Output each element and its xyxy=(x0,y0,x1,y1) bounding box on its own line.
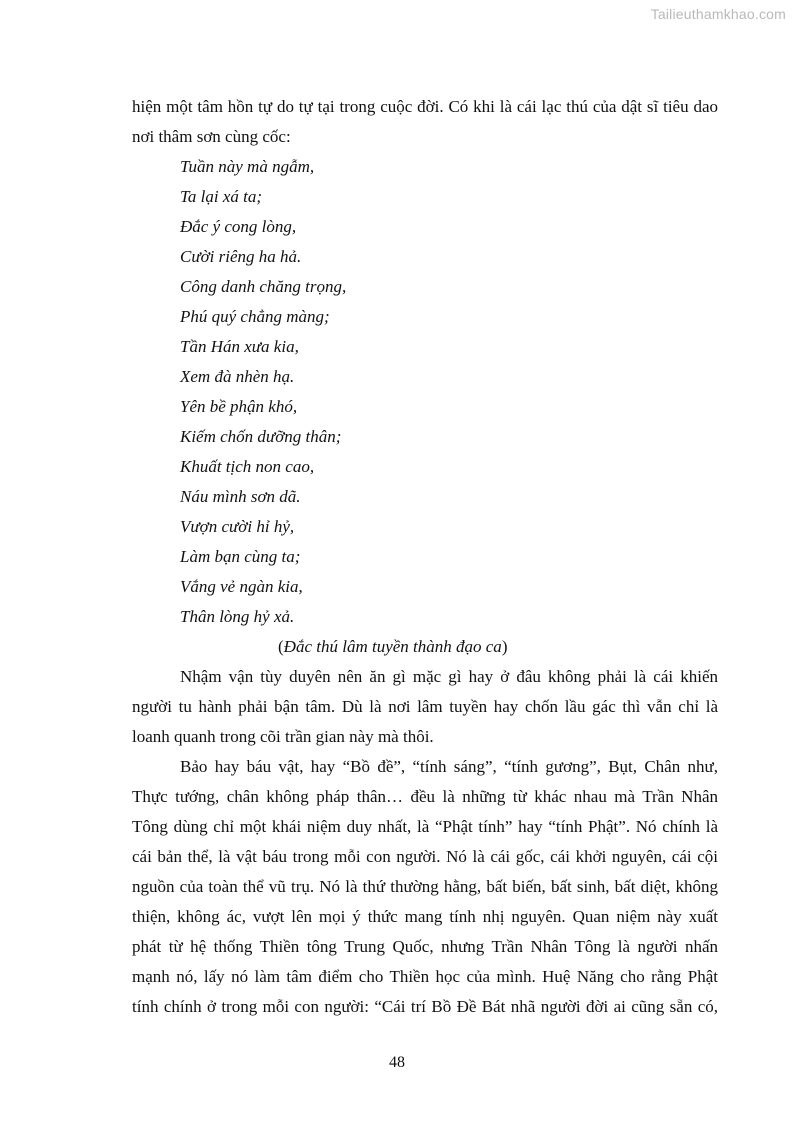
poem-source xyxy=(132,632,718,662)
paragraph-line: Nhậm vận tùy duyên nên ăn gì mặc gì hay ở đâu không phải là cái khiến xyxy=(180,667,718,686)
poem-line: Náu mình sơn dã. xyxy=(180,487,301,506)
poem-line: Thân lòng hỷ xả. xyxy=(180,607,295,626)
paragraph-line: Bảo hay báu vật, hay “Bồ đề”, “tính sáng”, “tính gương”, Bụt, Chân như, xyxy=(180,757,718,776)
paragraph-line: Thực tướng, chân không pháp thân… đều là những từ khác nhau mà Trần Nhân xyxy=(132,787,718,806)
page-number: 48 xyxy=(389,1054,405,1071)
paragraph-line: phát từ hệ thống Thiền tông Trung Quốc, nhưng Trần Nhân Tông là người nhấn xyxy=(132,937,718,956)
poem-line: Vượn cười hỉ hỷ, xyxy=(180,517,295,536)
poem-block xyxy=(132,152,718,632)
paragraph-line: mạnh nó, lấy nó làm tâm điểm cho Thiền học của mình. Huệ Năng cho rằng Phật xyxy=(132,967,718,986)
poem-line: Ta lại xá ta; xyxy=(180,187,263,206)
poem-line: Tuần này mà ngẫm, xyxy=(180,157,315,176)
poem-line: Yên bề phận khó, xyxy=(180,397,298,416)
source-title: Đắc thú lâm tuyền thành đạo ca xyxy=(283,637,502,656)
paragraph-line: nguồn của toàn thể vũ trụ. Nó là thứ thường hằng, bất biến, bất sinh, bất diệt, không xyxy=(132,877,718,896)
paragraph-line: thiện, không ác, vượt lên mọi ý thức mang tính nhị nguyên. Quan niệm này xuất xyxy=(132,907,718,926)
poem-line: Phú quý chẳng màng; xyxy=(180,307,330,326)
paragraph-2 xyxy=(132,752,718,1022)
source-close-paren: ) xyxy=(501,637,508,656)
paragraph-1 xyxy=(132,662,718,752)
poem-line: Đắc ý cong lòng, xyxy=(180,217,297,236)
page-body xyxy=(132,92,718,1022)
poem-line: Cười riêng ha hả. xyxy=(180,247,302,266)
paragraph-line: người tu hành phải bận tâm. Dù là nơi lâm tuyền hay chốn lầu gác thì vẫn chỉ là xyxy=(132,697,718,716)
poem-line: Kiếm chốn dưỡng thân; xyxy=(180,427,342,446)
paragraph-line: tính chính ở trong mỗi con người: “Cái trí Bồ Đề Bát nhã người đời ai cũng sẵn có, xyxy=(132,997,718,1016)
poem-line: Xem đà nhèn hạ. xyxy=(180,367,295,386)
poem-line: Khuất tịch non cao, xyxy=(180,457,315,476)
paragraph-line: loanh quanh trong cõi trần gian này mà thôi. xyxy=(132,727,434,746)
site-watermark: Tailieuthamkhao.com xyxy=(650,6,786,22)
intro-line: nơi thâm sơn cùng cốc: xyxy=(132,127,291,146)
poem-line: Tần Hán xưa kia, xyxy=(180,337,299,356)
intro-line: hiện một tâm hồn tự do tự tại trong cuộc đời. Có khi là cái lạc thú của dật sĩ tiêu dao xyxy=(132,97,718,116)
source-open-paren: ( xyxy=(278,637,284,656)
paragraph-line: Tông dùng chỉ một khái niệm duy nhất, là “Phật tính” hay “tính Phật”. Nó chính là xyxy=(132,817,718,836)
poem-line: Vắng vẻ ngàn kia, xyxy=(180,577,303,596)
poem-line: Làm bạn cùng ta; xyxy=(180,547,301,566)
paragraph-line: cái bản thể, là vật báu trong mỗi con người. Nó là cái gốc, cái khởi nguyên, cái cội xyxy=(132,847,718,866)
poem-line: Công danh chăng trọng, xyxy=(180,277,347,296)
